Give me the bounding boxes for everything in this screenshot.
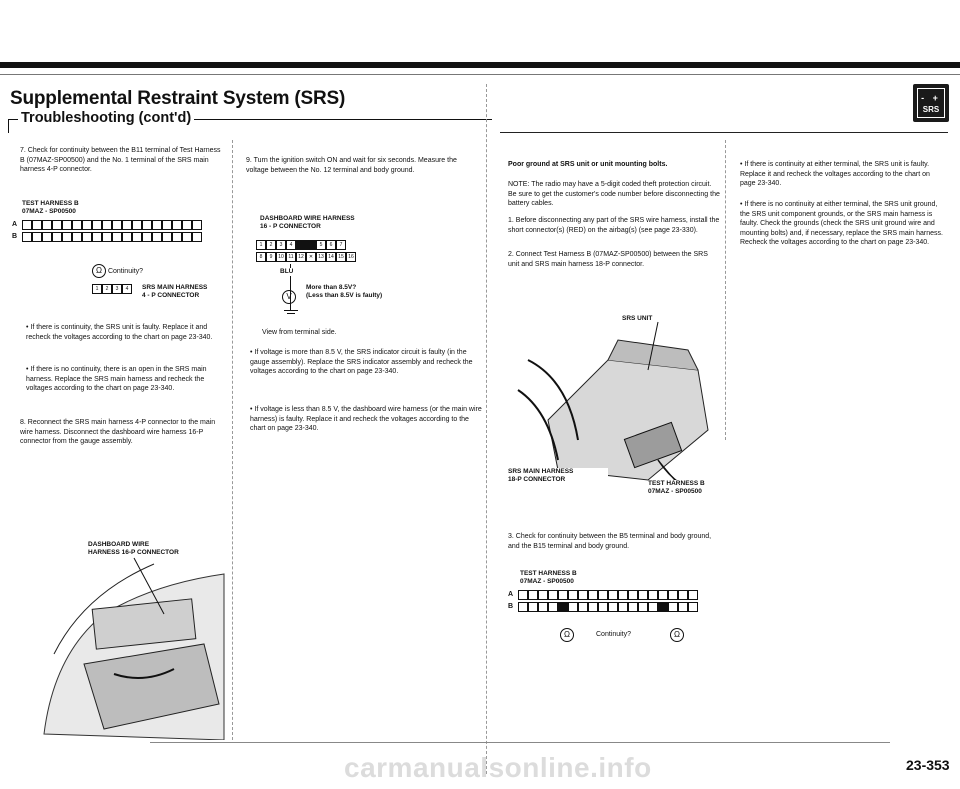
col3-fig2-label: TEST HARNESS B 07MAZ - SP00500 bbox=[520, 570, 577, 585]
srs-unit-label: SRS UNIT bbox=[622, 315, 653, 322]
srs-4p-connector: 1 2 3 4 bbox=[92, 284, 132, 294]
ohmmeter-icon: Ω bbox=[92, 264, 106, 278]
step-9: 9. Turn the ignition switch ON and wait for six seconds. Measure the voltage between the No. 12 terminal and body ground. bbox=[246, 157, 457, 174]
fig1-label: TEST HARNESS B 07MAZ - SP00500 bbox=[22, 200, 79, 215]
title-bracket bbox=[8, 119, 9, 133]
col3-row-b-label: B bbox=[508, 603, 514, 610]
col3-continuity-label: Continuity? bbox=[596, 631, 632, 638]
pin-row-b bbox=[22, 232, 202, 242]
col2-bullet-2: • If voltage is less than 8.5 V, the dashboard wire harness (or the main wire harness) is faulty. Replace it and recheck the voltages according to the chart on page 23-340. bbox=[250, 406, 482, 432]
dashboard-illustration bbox=[24, 534, 228, 740]
col3-step-3: 3. Check for continuity between the B5 terminal and body ground, and the B15 terminal and body ground. bbox=[508, 533, 712, 550]
step-7: 7. Check for continuity between the B11 terminal of Test Harness B (07MAZ-SP00500) and the No. 1 terminal of the SRS main harness 4-P connector. bbox=[20, 147, 221, 173]
col4-bullet-2: • If there is no continuity at either terminal, the SRS unit ground, the SRS unit component grounds, or the SRS main harness is faulty. Check the grounds (check the SRS unit ground wire and mounting bolts) and, if necessary, replace the SRS main harness. Recheck the voltages according to the chart on page 23-340. bbox=[740, 201, 943, 246]
ohmmeter-icon-right: Ω bbox=[670, 628, 684, 642]
row-b-label: B bbox=[12, 233, 18, 240]
top-band-thin bbox=[0, 74, 960, 75]
test-harness-connector bbox=[12, 220, 202, 242]
pin-row-a bbox=[22, 220, 202, 230]
view-note: View from terminal side. bbox=[262, 329, 337, 336]
srs-badge-label: SRS bbox=[922, 104, 940, 114]
dashboard-16p-label: DASHBOARD WIRE HARNESS 16 - P CONNECTOR bbox=[260, 215, 355, 230]
row-a-label: A bbox=[12, 221, 18, 228]
col1-bullet-1: • If there is continuity, the SRS unit is faulty. Replace it and recheck the voltages according to the chart on page 23-340. bbox=[26, 324, 213, 341]
srs-main-harness-label: SRS MAIN HARNESS 18-P CONNECTOR bbox=[508, 468, 608, 484]
column-divider-3 bbox=[725, 140, 726, 440]
continuity-label: Continuity? bbox=[107, 268, 143, 275]
srs-badge bbox=[913, 84, 949, 122]
page-title: Supplemental Restraint System (SRS) bbox=[10, 88, 346, 109]
dashboard-harness-label: DASHBOARD WIRE HARNESS 16-P CONNECTOR bbox=[88, 541, 228, 557]
voltage-criteria: More than 8.5V? (Less than 8.5V is faulty) bbox=[306, 284, 383, 299]
test-harness-b-connector bbox=[508, 590, 698, 612]
test-harness-label: TEST HARNESS B 07MAZ - SP00500 bbox=[648, 480, 728, 496]
col3-heading: Poor ground at SRS unit or unit mounting bolts. bbox=[508, 161, 668, 168]
step-8: 8. Reconnect the SRS main harness 4-P connector to the main wire harness. Disconnect the dashboard wire harness 16-P connector from the gauge assembly. bbox=[20, 419, 216, 445]
column-divider-1 bbox=[232, 140, 233, 740]
right-header-rule bbox=[500, 132, 948, 133]
dashboard-harness-photo bbox=[24, 534, 228, 740]
col3-row-a-label: A bbox=[508, 591, 514, 598]
col3-step-1: 1. Before disconnecting any part of the SRS wire harness, install the short connector(s) (RED) on the airbag(s) (see page 23-330). bbox=[508, 217, 720, 234]
bottom-rule bbox=[150, 742, 890, 743]
srs-4p-connector-label: SRS MAIN HARNESS 4 - P CONNECTOR bbox=[142, 284, 208, 299]
battery-icon: - + bbox=[921, 92, 941, 103]
top-band bbox=[0, 62, 960, 68]
col1-bullet-2: • If there is no continuity, there is an open in the SRS main harness. Replace the SRS main harness and recheck the voltages according to the chart on page 23-340. bbox=[26, 366, 207, 392]
wire-color-label: BLU bbox=[280, 268, 294, 275]
col2-bullet-1: • If voltage is more than 8.5 V, the SRS indicator circuit is faulty (in the gauge assembly). Replace the SRS indicator assembly and recheck the voltages according to the chart on page 23-340. bbox=[250, 349, 473, 375]
ground-symbol bbox=[284, 310, 298, 311]
column-divider-2 bbox=[486, 84, 487, 774]
watermark: carmanualsonline.info bbox=[344, 752, 652, 783]
page-number: 23-353 bbox=[906, 757, 950, 773]
dashboard-16p-connector: 1 2 3 4 5 6 7 8 9 10 11 12 ✕ 13 14 15 16 bbox=[256, 240, 356, 262]
col4-bullet-1: • If there is continuity at either terminal, the SRS unit is faulty. Replace it and recheck the voltages according to the chart on page 23-340. bbox=[740, 161, 930, 187]
ohmmeter-icon-left: Ω bbox=[560, 628, 574, 642]
continuity-probe-1 bbox=[92, 264, 143, 278]
col3-probe-right bbox=[670, 628, 684, 642]
ground-symbol-2 bbox=[287, 313, 295, 314]
page-subtitle: Troubleshooting (cont'd) bbox=[18, 110, 194, 126]
voltmeter-icon: V bbox=[282, 286, 296, 304]
col3-probe-left bbox=[560, 628, 574, 642]
col3-step-2: 2. Connect Test Harness B (07MAZ-SP00500) between the SRS unit and SRS main harness 18-P connector. bbox=[508, 251, 708, 268]
col3-note: NOTE: The radio may have a 5-digit coded theft protection circuit. Be sure to get the customer's code number before disconnecting the battery cables. bbox=[508, 181, 720, 207]
